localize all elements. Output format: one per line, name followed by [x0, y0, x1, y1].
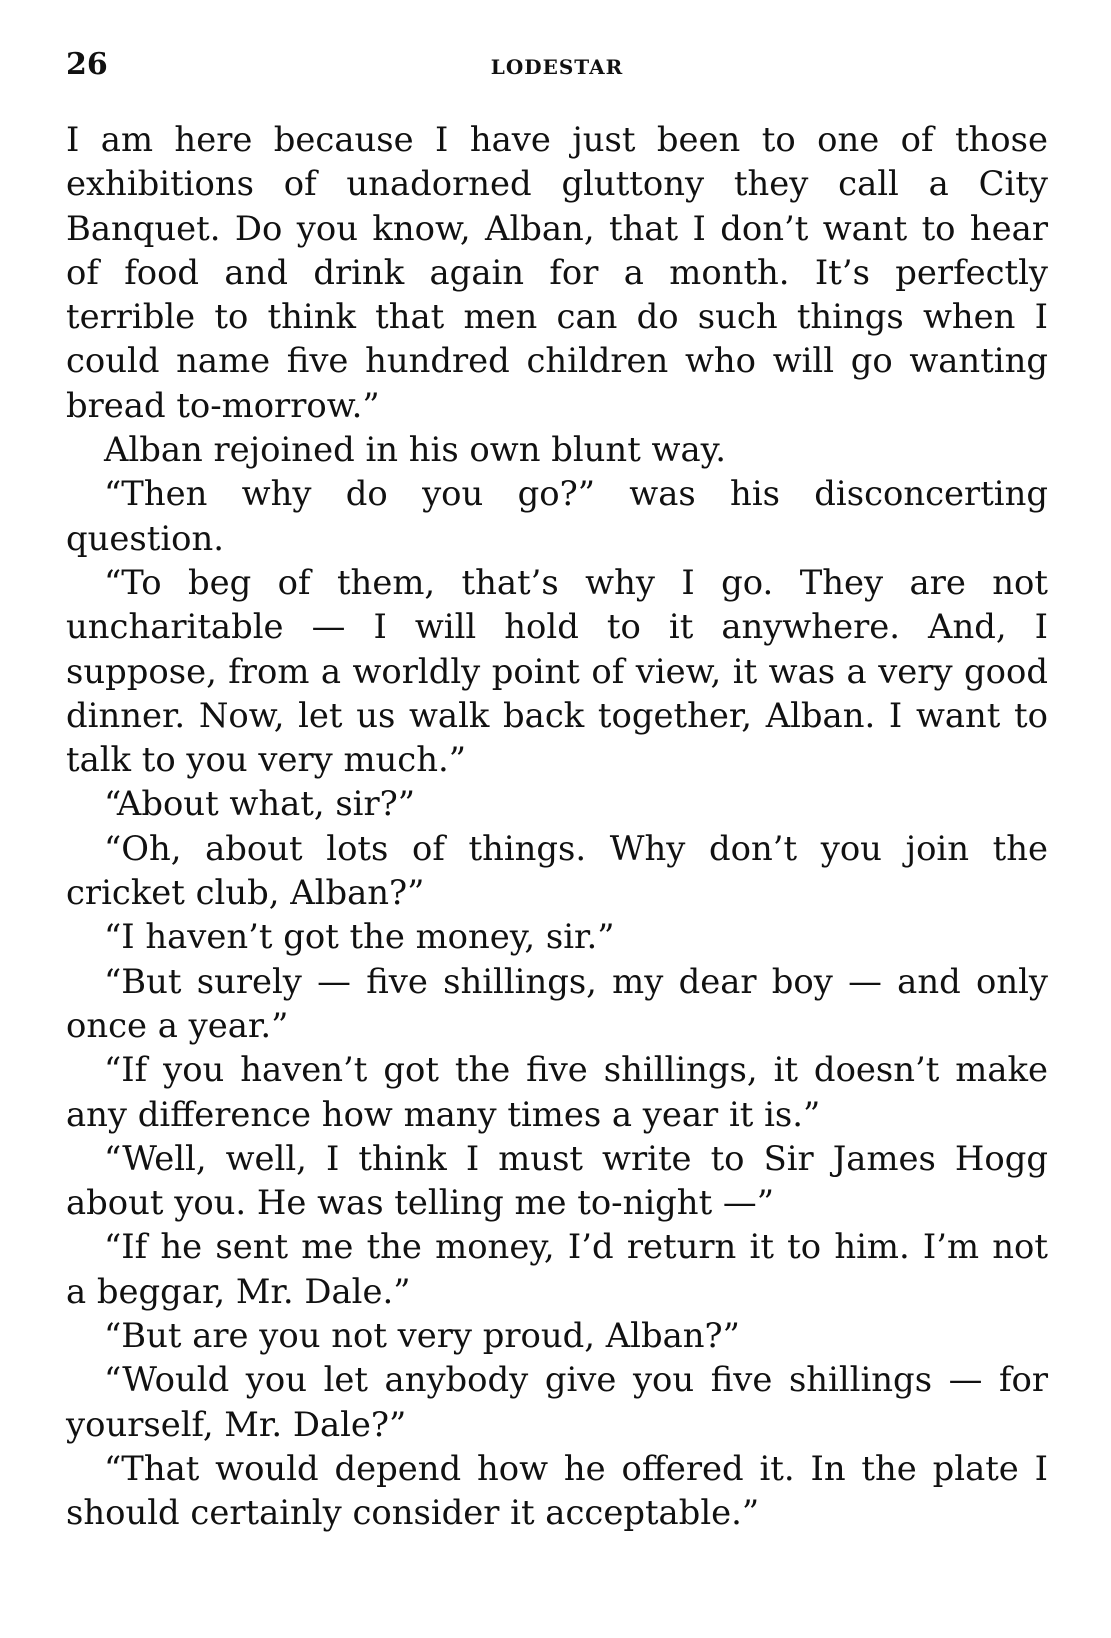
- running-head: [66, 44, 1048, 102]
- paragraph: “If he sent me the money, I’d return it to him. I’m not a beggar, Mr. Dale.”: [66, 1227, 1048, 1311]
- paragraph: “But surely — five shillings, my dear boy — and only once a year.”: [66, 961, 1048, 1045]
- paragraph: “To beg of them, that’s why I go. They are not uncharitable — I will hold to it anywhere. And, I suppose, from a worldly point of view, it was a very good dinner. Now, let us walk back together, Alban. I want to talk to you very much.”: [66, 562, 1048, 780]
- paragraph: I am here because I have just been to one of those exhibitions of unadorned gluttony they call a City Banquet. Do you know, Alban, that I don’t want to hear of food and drink again for a month. It’s perfectly terrible to think that men can do such things when I could name five hundred children who will go wanting bread to-morrow.”: [66, 120, 1048, 425]
- paragraph: “I haven’t got the money, sir.”: [104, 917, 615, 957]
- paragraph: “That would depend how he offered it. In the plate I should certainly consider it acceptable.”: [66, 1448, 1048, 1533]
- paragraph: “About what, sir?”: [104, 784, 416, 824]
- running-title: LODESTAR: [490, 55, 624, 79]
- paragraph: “Oh, about lots of things. Why don’t you join the cricket club, Alban?”: [66, 828, 1048, 913]
- page-number: 26: [66, 47, 108, 82]
- paragraph: “Then why do you go?” was his disconcerting question.: [66, 474, 1048, 558]
- paragraph: “But are you not very proud, Alban?”: [104, 1316, 740, 1356]
- paragraph: “If you haven’t got the five shillings, it doesn’t make any difference how many times a year it is.”: [66, 1050, 1048, 1134]
- paragraph: Alban rejoined in his own blunt way.: [104, 430, 726, 470]
- paragraph: “Would you let anybody give you five shillings — for yourself, Mr. Dale?”: [66, 1360, 1048, 1444]
- body-text: [66, 118, 1048, 1536]
- paragraph: “Well, well, I think I must write to Sir James Hogg about you. He was telling me to-night —”: [66, 1138, 1048, 1223]
- book-page: [66, 44, 1048, 1604]
